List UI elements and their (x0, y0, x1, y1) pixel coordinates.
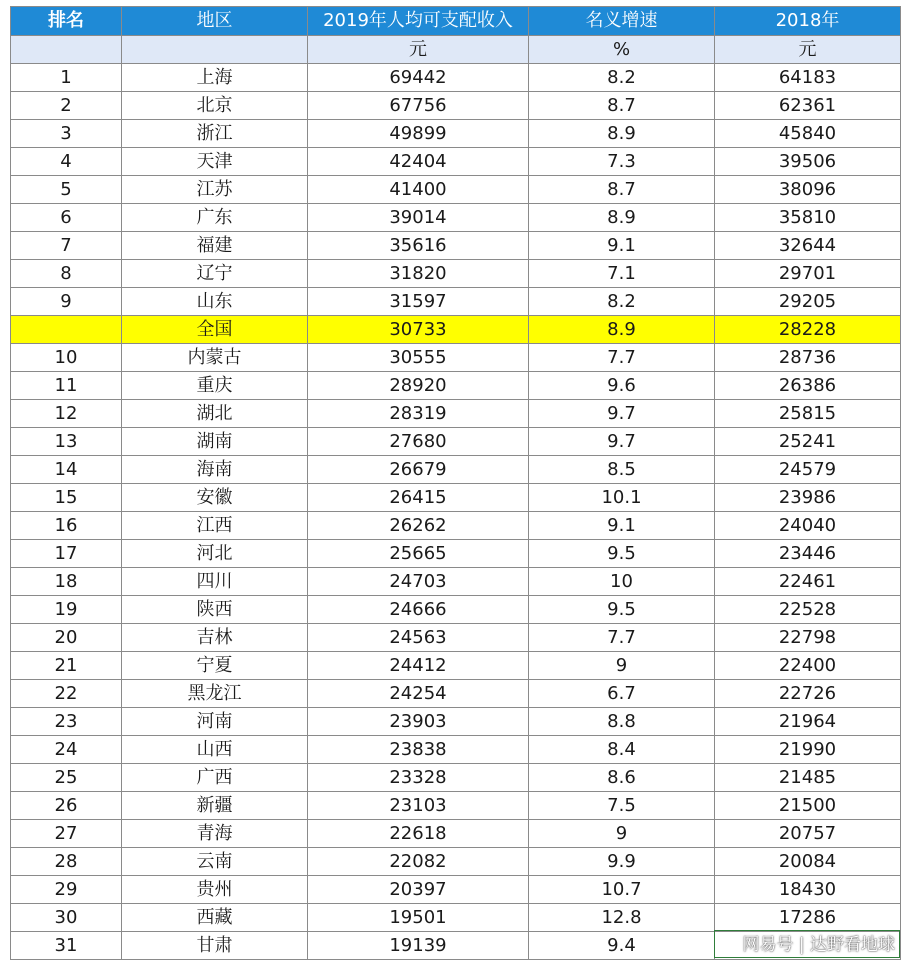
region-cell: 山西 (122, 736, 308, 764)
region-cell: 河南 (122, 708, 308, 736)
growth-cell: 8.9 (529, 316, 715, 344)
income-2018-cell: 64183 (715, 64, 901, 92)
region-cell: 河北 (122, 540, 308, 568)
income-2019-cell: 23903 (308, 708, 529, 736)
table-body (11, 64, 901, 960)
table-row (11, 540, 901, 568)
table-row (11, 904, 901, 932)
growth-cell: 8.4 (529, 736, 715, 764)
income-2018-cell: 45840 (715, 120, 901, 148)
unit-cell: 元 (715, 36, 901, 64)
table-row (11, 204, 901, 232)
income-2019-cell: 22082 (308, 848, 529, 876)
growth-cell: 6.7 (529, 680, 715, 708)
growth-cell: 7.3 (529, 148, 715, 176)
region-cell: 云南 (122, 848, 308, 876)
income-2018-cell: 23446 (715, 540, 901, 568)
income-2018-cell: 62361 (715, 92, 901, 120)
table-row (11, 344, 901, 372)
income-2018-cell: 29701 (715, 260, 901, 288)
income-2019-cell: 42404 (308, 148, 529, 176)
units-row (11, 36, 901, 64)
income-2018-cell: 28736 (715, 344, 901, 372)
income-2019-cell: 30555 (308, 344, 529, 372)
income-2018-cell: 21964 (715, 708, 901, 736)
rank-cell: 10 (11, 344, 122, 372)
growth-cell: 10.7 (529, 876, 715, 904)
rank-cell: 8 (11, 260, 122, 288)
region-cell: 重庆 (122, 372, 308, 400)
region-cell: 广东 (122, 204, 308, 232)
income-2018-cell: 26386 (715, 372, 901, 400)
growth-cell: 8.9 (529, 120, 715, 148)
table-row (11, 708, 901, 736)
rank-cell: 26 (11, 792, 122, 820)
region-cell: 安徽 (122, 484, 308, 512)
growth-cell: 8.7 (529, 92, 715, 120)
income-2018-cell: 23986 (715, 484, 901, 512)
table-row (11, 372, 901, 400)
region-cell: 北京 (122, 92, 308, 120)
region-cell: 黑龙江 (122, 680, 308, 708)
growth-cell: 10 (529, 568, 715, 596)
growth-cell: 10.1 (529, 484, 715, 512)
table-row (11, 232, 901, 260)
table-row (11, 64, 901, 92)
growth-cell: 8.9 (529, 204, 715, 232)
rank-cell: 16 (11, 512, 122, 540)
rank-cell: 1 (11, 64, 122, 92)
region-cell: 西藏 (122, 904, 308, 932)
unit-cell: % (529, 36, 715, 64)
income-2018-cell: 22400 (715, 652, 901, 680)
income-2019-cell: 22618 (308, 820, 529, 848)
growth-cell: 7.7 (529, 344, 715, 372)
table-row (11, 456, 901, 484)
income-2019-cell: 28920 (308, 372, 529, 400)
table-row (11, 876, 901, 904)
table-row (11, 428, 901, 456)
growth-cell: 9.4 (529, 932, 715, 960)
growth-cell: 8.5 (529, 456, 715, 484)
region-cell: 新疆 (122, 792, 308, 820)
income-2019-cell: 24412 (308, 652, 529, 680)
income-2018-cell: 22461 (715, 568, 901, 596)
header-region: 地区 (122, 7, 308, 36)
region-cell: 内蒙古 (122, 344, 308, 372)
income-2018-cell: 39506 (715, 148, 901, 176)
region-cell: 辽宁 (122, 260, 308, 288)
income-2019-cell: 49899 (308, 120, 529, 148)
income-2019-cell: 69442 (308, 64, 529, 92)
rank-cell: 2 (11, 92, 122, 120)
table-row (11, 176, 901, 204)
growth-cell: 12.8 (529, 904, 715, 932)
income-2019-cell: 39014 (308, 204, 529, 232)
rank-cell: 28 (11, 848, 122, 876)
growth-cell: 9.6 (529, 372, 715, 400)
rank-cell: 22 (11, 680, 122, 708)
table-row (11, 92, 901, 120)
income-2018-cell: 25241 (715, 428, 901, 456)
region-cell: 湖北 (122, 400, 308, 428)
income-2018-cell: 38096 (715, 176, 901, 204)
rank-cell: 13 (11, 428, 122, 456)
rank-cell: 21 (11, 652, 122, 680)
income-2018-cell: 24579 (715, 456, 901, 484)
income-2018-cell: 21500 (715, 792, 901, 820)
growth-cell: 9.9 (529, 848, 715, 876)
header-income-2018: 2018年 (715, 7, 901, 36)
rank-cell: 6 (11, 204, 122, 232)
rank-cell: 9 (11, 288, 122, 316)
rank-cell: 23 (11, 708, 122, 736)
income-2018-cell: 21485 (715, 764, 901, 792)
table-row (11, 400, 901, 428)
table-row (11, 596, 901, 624)
growth-cell: 9.1 (529, 232, 715, 260)
region-cell: 浙江 (122, 120, 308, 148)
growth-cell: 9.5 (529, 596, 715, 624)
income-table (10, 6, 901, 960)
table-row (11, 288, 901, 316)
unit-cell: 元 (308, 36, 529, 64)
header-income-2019: 2019年人均可支配收入 (308, 7, 529, 36)
growth-cell: 9 (529, 652, 715, 680)
income-2019-cell: 19139 (308, 932, 529, 960)
rank-cell: 27 (11, 820, 122, 848)
income-2019-cell: 67756 (308, 92, 529, 120)
region-cell: 上海 (122, 64, 308, 92)
rank-cell: 31 (11, 932, 122, 960)
table-row (11, 680, 901, 708)
growth-cell: 8.6 (529, 764, 715, 792)
header-rank: 排名 (11, 7, 122, 36)
income-2019-cell: 24254 (308, 680, 529, 708)
rank-cell: 7 (11, 232, 122, 260)
region-cell: 山东 (122, 288, 308, 316)
income-2018-cell: 32644 (715, 232, 901, 260)
table-row (11, 820, 901, 848)
rank-cell: 14 (11, 456, 122, 484)
table-row (11, 792, 901, 820)
rank-cell: 3 (11, 120, 122, 148)
table-row (11, 652, 901, 680)
income-2019-cell: 26415 (308, 484, 529, 512)
income-2018-cell: 18430 (715, 876, 901, 904)
rank-cell: 11 (11, 372, 122, 400)
income-2019-cell: 23103 (308, 792, 529, 820)
table-row (11, 260, 901, 288)
income-2019-cell: 26262 (308, 512, 529, 540)
rank-cell: 25 (11, 764, 122, 792)
income-2019-cell: 24563 (308, 624, 529, 652)
income-2019-cell: 31820 (308, 260, 529, 288)
income-2018-cell: 20757 (715, 820, 901, 848)
region-cell: 陕西 (122, 596, 308, 624)
income-2018-cell: 29205 (715, 288, 901, 316)
income-2019-cell: 24703 (308, 568, 529, 596)
growth-cell: 7.5 (529, 792, 715, 820)
region-cell: 青海 (122, 820, 308, 848)
income-2018-cell: 21990 (715, 736, 901, 764)
table-row (11, 316, 901, 344)
table-row (11, 484, 901, 512)
rank-cell: 4 (11, 148, 122, 176)
income-2019-cell: 27680 (308, 428, 529, 456)
income-2018-cell: 25815 (715, 400, 901, 428)
income-2019-cell: 31597 (308, 288, 529, 316)
rank-cell: 5 (11, 176, 122, 204)
rank-cell: 20 (11, 624, 122, 652)
rank-cell: 17 (11, 540, 122, 568)
table-row (11, 512, 901, 540)
rank-cell: 29 (11, 876, 122, 904)
unit-cell (11, 36, 122, 64)
growth-cell: 9 (529, 820, 715, 848)
rank-cell: 18 (11, 568, 122, 596)
table-row (11, 848, 901, 876)
growth-cell: 9.1 (529, 512, 715, 540)
income-2019-cell: 41400 (308, 176, 529, 204)
growth-cell: 9.7 (529, 400, 715, 428)
region-cell: 甘肃 (122, 932, 308, 960)
region-cell: 贵州 (122, 876, 308, 904)
table-row (11, 624, 901, 652)
growth-cell: 8.8 (529, 708, 715, 736)
income-2018-cell: 22798 (715, 624, 901, 652)
rank-cell: 19 (11, 596, 122, 624)
growth-cell: 7.1 (529, 260, 715, 288)
income-2019-cell: 24666 (308, 596, 529, 624)
income-2018-cell: 24040 (715, 512, 901, 540)
income-2019-cell: 23328 (308, 764, 529, 792)
table-row (11, 568, 901, 596)
region-cell: 宁夏 (122, 652, 308, 680)
region-cell: 江苏 (122, 176, 308, 204)
region-cell: 湖南 (122, 428, 308, 456)
rank-cell: 24 (11, 736, 122, 764)
header-row (11, 7, 901, 36)
region-cell: 广西 (122, 764, 308, 792)
table-row (11, 764, 901, 792)
income-2019-cell: 19501 (308, 904, 529, 932)
growth-cell: 9.5 (529, 540, 715, 568)
income-2019-cell: 25665 (308, 540, 529, 568)
income-2018-cell: 17286 (715, 904, 901, 932)
income-2018-cell: 35810 (715, 204, 901, 232)
income-2019-cell: 26679 (308, 456, 529, 484)
growth-cell: 8.2 (529, 64, 715, 92)
growth-cell: 8.7 (529, 176, 715, 204)
rank-cell: 12 (11, 400, 122, 428)
growth-cell: 8.2 (529, 288, 715, 316)
rank-cell: 30 (11, 904, 122, 932)
income-2018-cell: 28228 (715, 316, 901, 344)
growth-cell: 7.7 (529, 624, 715, 652)
table-row (11, 120, 901, 148)
income-2019-cell: 30733 (308, 316, 529, 344)
region-cell: 福建 (122, 232, 308, 260)
header-growth: 名义增速 (529, 7, 715, 36)
region-cell: 海南 (122, 456, 308, 484)
region-cell: 吉林 (122, 624, 308, 652)
unit-cell (122, 36, 308, 64)
table-row (11, 736, 901, 764)
income-2019-cell: 23838 (308, 736, 529, 764)
rank-cell (11, 316, 122, 344)
income-2018-cell: 22528 (715, 596, 901, 624)
table-row (11, 148, 901, 176)
watermark: 网易号 | 达野看地球 (714, 930, 900, 958)
growth-cell: 9.7 (529, 428, 715, 456)
rank-cell: 15 (11, 484, 122, 512)
region-cell: 四川 (122, 568, 308, 596)
income-2019-cell: 20397 (308, 876, 529, 904)
region-cell: 全国 (122, 316, 308, 344)
region-cell: 天津 (122, 148, 308, 176)
income-2019-cell: 35616 (308, 232, 529, 260)
region-cell: 江西 (122, 512, 308, 540)
income-2018-cell: 22726 (715, 680, 901, 708)
income-2019-cell: 28319 (308, 400, 529, 428)
income-2018-cell: 20084 (715, 848, 901, 876)
